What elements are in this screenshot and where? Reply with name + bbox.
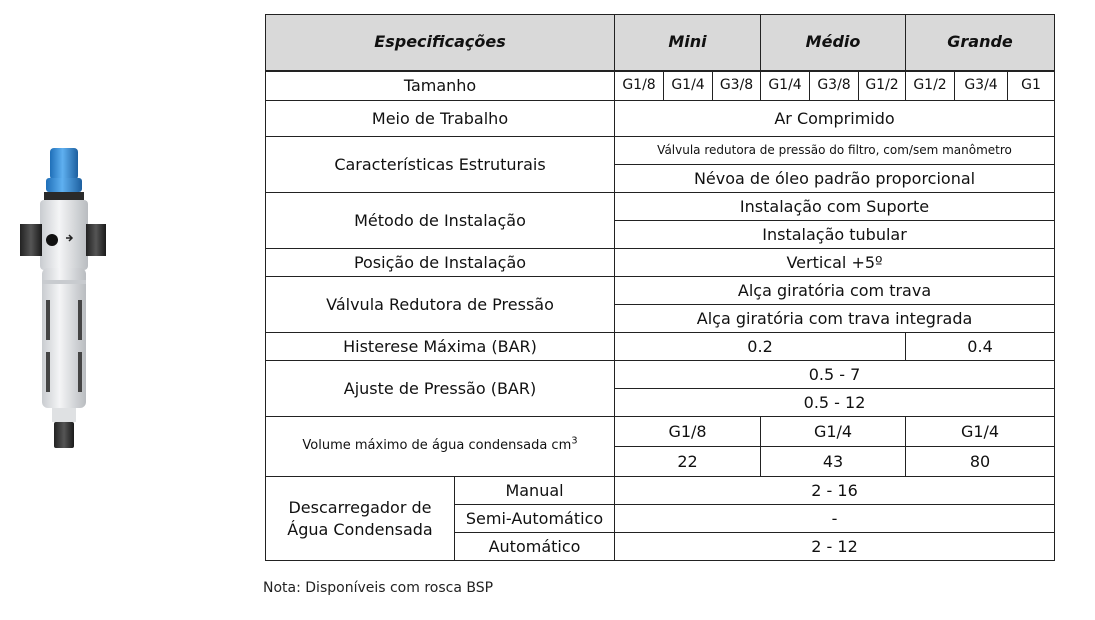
size-cell: G1/2 — [859, 71, 906, 101]
descarregador-auto-value: 2 - 12 — [615, 533, 1055, 561]
descarregador-semi-label: Semi-Automático — [455, 505, 615, 533]
size-cell: G1/4 — [664, 71, 713, 101]
specifications-table — [265, 14, 1055, 561]
size-cell: G3/8 — [713, 71, 761, 101]
volume-value-grande: 80 — [906, 447, 1055, 477]
histerese-row — [266, 333, 1055, 361]
header-grande: Grande — [906, 15, 1055, 71]
descarregador-semi-value: - — [615, 505, 1055, 533]
metodo-value-1: Instalação com Suporte — [615, 193, 1055, 221]
descarregador-manual-value: 2 - 16 — [615, 477, 1055, 505]
descarregador-label-line-2: Água Condensada — [287, 519, 433, 539]
caracteristicas-row — [266, 137, 1055, 165]
ajuste-label: Ajuste de Pressão (BAR) — [266, 361, 615, 417]
ajuste-value-2: 0.5 - 12 — [615, 389, 1055, 417]
volume-label — [266, 417, 615, 477]
posicao-row — [266, 249, 1055, 277]
valvula-value-2: Alça giratória com trava integrada — [615, 305, 1055, 333]
valvula-label: Válvula Redutora de Pressão — [266, 277, 615, 333]
header-row — [266, 15, 1055, 71]
tamanho-label: Tamanho — [266, 71, 615, 101]
ajuste-value-1: 0.5 - 7 — [615, 361, 1055, 389]
descarregador-label — [266, 477, 455, 561]
size-cell: G1/2 — [906, 71, 955, 101]
ajuste-row — [266, 361, 1055, 389]
size-cell: G1 — [1008, 71, 1055, 101]
meio-value: Ar Comprimido — [615, 101, 1055, 137]
meio-label: Meio de Trabalho — [266, 101, 615, 137]
caracteristicas-label: Características Estruturais — [266, 137, 615, 193]
posicao-value: Vertical +5º — [615, 249, 1055, 277]
metodo-row — [266, 193, 1055, 221]
size-cell: G3/4 — [955, 71, 1008, 101]
caracteristicas-value-1: Válvula redutora de pressão do filtro, com/sem manômetro — [615, 137, 1055, 165]
descarregador-auto-label: Automático — [455, 533, 615, 561]
volume-label-text: Volume máximo de água condensada cm — [302, 438, 572, 454]
size-cell: G3/8 — [810, 71, 859, 101]
volume-label-sup: 3 — [571, 436, 578, 448]
volume-size-mini: G1/8 — [615, 417, 761, 447]
size-cell: G1/8 — [615, 71, 664, 101]
caracteristicas-value-2: Névoa de óleo padrão proporcional — [615, 165, 1055, 193]
footnote: Nota: Disponíveis com rosca BSP — [263, 580, 494, 596]
posicao-label: Posição de Instalação — [266, 249, 615, 277]
metodo-value-2: Instalação tubular — [615, 221, 1055, 249]
descarregador-manual-label: Manual — [455, 477, 615, 505]
meio-row — [266, 101, 1055, 137]
header-specifications: Especificações — [266, 15, 615, 71]
size-cell: G1/4 — [761, 71, 810, 101]
histerese-value-2: 0.4 — [906, 333, 1055, 361]
header-medio: Médio — [761, 15, 906, 71]
tamanho-row — [266, 71, 1055, 101]
volume-row — [266, 417, 1055, 447]
descarregador-manual-row — [266, 477, 1055, 505]
histerese-label: Histerese Máxima (BAR) — [266, 333, 615, 361]
volume-value-mini: 22 — [615, 447, 761, 477]
metodo-label: Método de Instalação — [266, 193, 615, 249]
volume-value-medio: 43 — [761, 447, 906, 477]
descarregador-label-line-1: Descarregador de — [288, 497, 432, 517]
volume-size-medio: G1/4 — [761, 417, 906, 447]
header-mini: Mini — [615, 15, 761, 71]
valvula-value-1: Alça giratória com trava — [615, 277, 1055, 305]
histerese-value-1: 0.2 — [615, 333, 906, 361]
valvula-row — [266, 277, 1055, 305]
volume-size-grande: G1/4 — [906, 417, 1055, 447]
filter-regulator-image — [12, 140, 112, 470]
